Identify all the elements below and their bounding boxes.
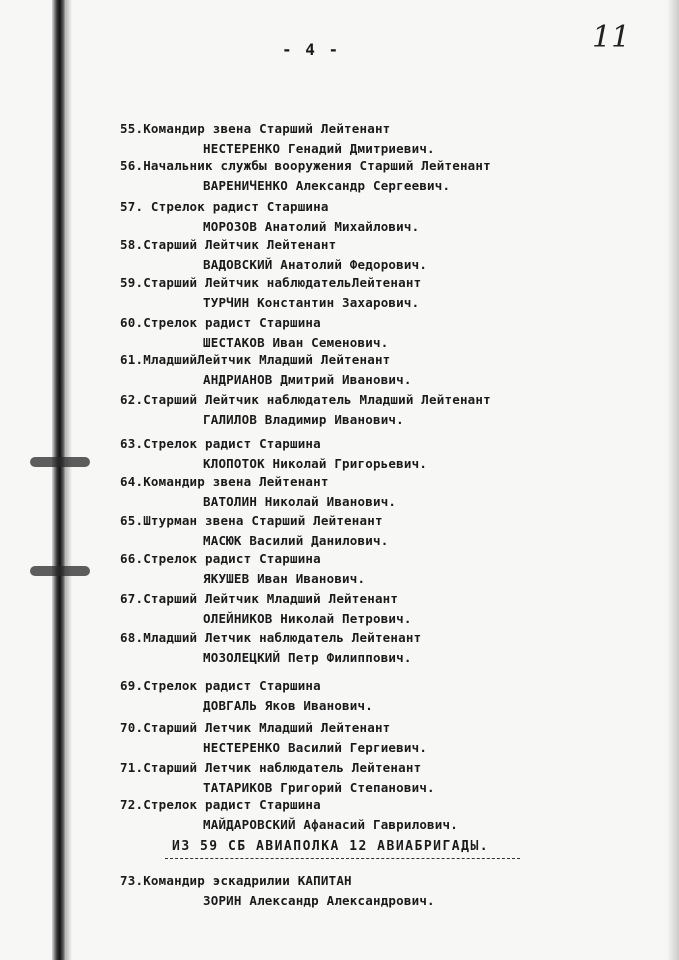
entry-rank-text: Командир звена Старший Лейтенант — [143, 121, 391, 136]
entry-rank-text: Стрелок радист Старшина — [143, 199, 329, 214]
entry-number: 55. — [120, 121, 144, 136]
entry-number: 70. — [120, 720, 144, 735]
entry-rank-text: Командир звена Лейтенант — [143, 474, 329, 489]
entry-number: 64. — [120, 474, 144, 489]
entry-number: 65. — [120, 513, 144, 528]
entry-rank-text: Стрелок радист Старшина — [143, 315, 321, 330]
entry-69-name: ДОВГАЛЬ Яков Иванович. — [203, 698, 373, 713]
entry-56-position — [120, 158, 491, 173]
entry-number: 67. — [120, 591, 144, 606]
entry-rank-text: МладшийЛейтчик Младший Лейтенант — [143, 352, 391, 367]
entry-68-name: МОЗОЛЕЦКИЙ Петр Филиппович. — [203, 650, 412, 665]
entry-number: 60. — [120, 315, 144, 330]
entry-60-position — [120, 315, 321, 330]
entry-72-name: МАЙДАРОВСКИЙ Афанасий Гаврилович. — [203, 817, 458, 832]
entry-rank-text: Старший Лейтчик наблюдательЛейтенант — [143, 275, 422, 290]
entry-62-name: ГАЛИЛОВ Владимир Иванович. — [203, 412, 404, 427]
entry-rank-text: Штурман звена Старший Лейтенант — [143, 513, 383, 528]
binding-strip — [52, 0, 66, 960]
binder-clip-upper — [30, 457, 90, 467]
entry-73-name: ЗОРИН Александр Александрович. — [203, 893, 435, 908]
entry-56-name: ВАРЕНИЧЕНКО Александр Сергеевич. — [203, 178, 451, 193]
entry-rank-text: Старший Летчик Младший Лейтенант — [143, 720, 391, 735]
entry-71-name: ТАТАРИКОВ Григорий Степанович. — [203, 780, 435, 795]
entry-rank-text: Стрелок радист Старшина — [143, 797, 321, 812]
entry-55-name: НЕСТЕРЕНКО Генадий Дмитриевич. — [203, 141, 435, 156]
entry-number: 58. — [120, 237, 144, 252]
entry-number: 63. — [120, 436, 144, 451]
entry-57-position — [120, 199, 329, 214]
entry-number: 57. — [120, 199, 144, 214]
entry-62-position — [120, 392, 491, 407]
entry-66-position — [120, 551, 321, 566]
entry-60-name: ШЕСТАКОВ Иван Семенович. — [203, 335, 389, 350]
entry-57-name: МОРОЗОВ Анатолий Михайлович. — [203, 219, 420, 234]
entry-number: 61. — [120, 352, 144, 367]
entry-58-name: ВАДОВСКИЙ Анатолий Федорович. — [203, 257, 428, 272]
entry-rank-text: Старший Лейтчик Младший Лейтенант — [143, 591, 399, 606]
entry-rank-text: Стрелок радист Старшина — [143, 551, 321, 566]
entry-number: 69. — [120, 678, 144, 693]
entry-rank-text: Старший Лейтчик Лейтенант — [143, 237, 337, 252]
entry-61-position — [120, 352, 390, 367]
entry-number: 56. — [120, 158, 144, 173]
entry-number: 73. — [120, 873, 144, 888]
entry-72-position — [120, 797, 321, 812]
entry-number: 71. — [120, 760, 144, 775]
entry-69-position — [120, 678, 321, 693]
entry-64-name: ВАТОЛИН Николай Иванович. — [203, 494, 397, 509]
entry-63-position — [120, 436, 321, 451]
entry-66-name: ЯКУШЕВ Иван Иванович. — [203, 571, 366, 586]
section-heading: ИЗ 59 СБ АВИАПОЛКА 12 АВИАБРИГАДЫ. — [172, 839, 490, 854]
entry-rank-text: Командир эскадрилии КАПИТАН — [143, 873, 352, 888]
heading-underline — [165, 858, 520, 859]
entry-rank-text: Младший Летчик наблюдатель Лейтенант — [143, 630, 422, 645]
page-number: - 4 - — [282, 40, 341, 59]
entry-64-position — [120, 474, 329, 489]
entry-number: 62. — [120, 392, 144, 407]
entry-70-name: НЕСТЕРЕНКО Василий Гергиевич. — [203, 740, 428, 755]
entry-68-position — [120, 630, 421, 645]
entry-rank-text: Стрелок радист Старшина — [143, 678, 321, 693]
entry-number: 72. — [120, 797, 144, 812]
entry-number: 66. — [120, 551, 144, 566]
entry-71-position — [120, 760, 421, 775]
entry-63-name: КЛОПОТОК Николай Григорьевич. — [203, 456, 428, 471]
archive-handwritten-mark: 11 — [592, 20, 631, 55]
entry-rank-text: Старший Летчик наблюдатель Лейтенант — [143, 760, 422, 775]
entry-70-position — [120, 720, 390, 735]
entry-number: 68. — [120, 630, 144, 645]
entry-rank-text: Старший Лейтчик наблюдатель Младший Лейтенант — [143, 392, 491, 407]
entry-rank-text: Стрелок радист Старшина — [143, 436, 321, 451]
entry-73-position — [120, 873, 352, 888]
binder-clip-lower — [30, 566, 90, 576]
entry-rank-text: Начальник службы вооружения Старший Лейтенант — [143, 158, 491, 173]
entry-58-position — [120, 237, 336, 252]
entry-59-name: ТУРЧИН Константин Захарович. — [203, 295, 420, 310]
entry-67-name: ОЛЕЙНИКОВ Николай Петрович. — [203, 611, 412, 626]
entry-67-position — [120, 591, 398, 606]
entry-59-position — [120, 275, 421, 290]
entry-65-name: МАСЮК Василий Данилович. — [203, 533, 389, 548]
entry-number: 59. — [120, 275, 144, 290]
entry-61-name: АНДРИАНОВ Дмитрий Иванович. — [203, 372, 412, 387]
entry-65-position — [120, 513, 383, 528]
entry-55-position — [120, 121, 390, 136]
